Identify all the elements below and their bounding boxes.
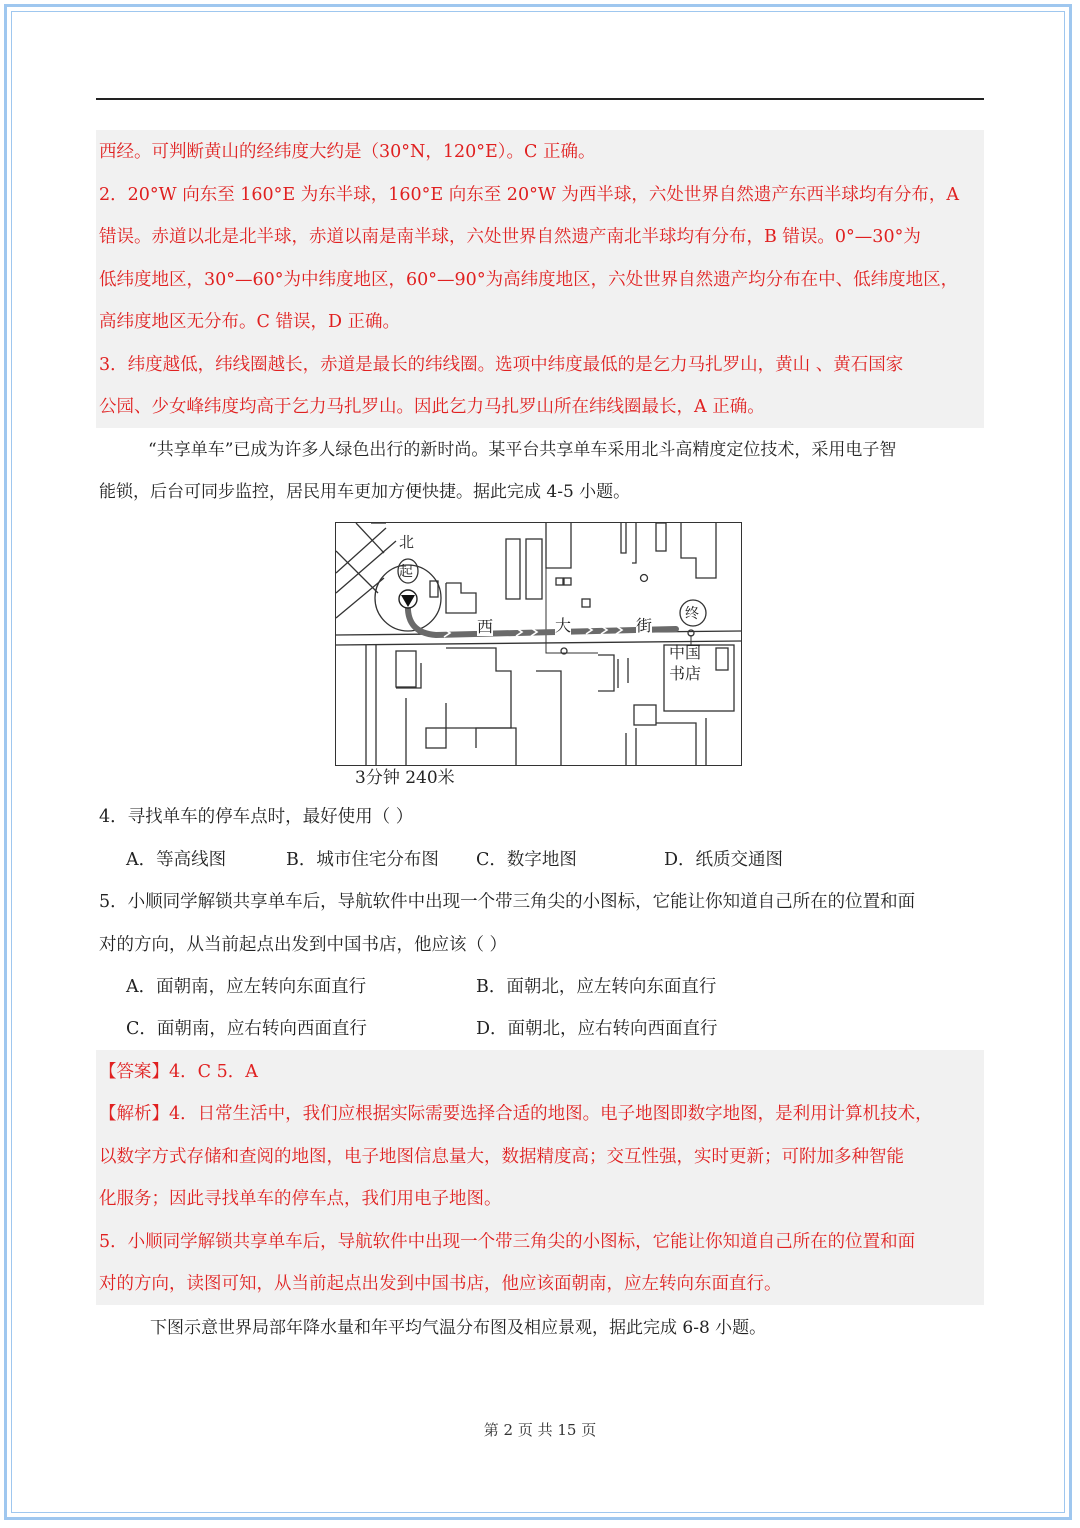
explanation-line: 高纬度地区无分布。C 错误，D 正确。	[99, 312, 401, 332]
question5-stem-line1: 5．小顺同学解锁共享单车后，导航软件中出现一个带三角尖的小图标，它能让你知道自己所在的位置和面	[99, 892, 916, 912]
page-footer: 第 2 页 共 15 页	[483, 1421, 597, 1439]
map-north-label: 北	[399, 533, 415, 551]
analysis-line: 5．小顺同学解锁共享单车后，导航软件中出现一个带三角尖的小图标，它能让你知道自己所在的位置和面	[99, 1232, 916, 1252]
intro-6-8-line: 下图示意世界局部年降水量和年平均气温分布图及相应景观，据此完成 6-8 小题。	[150, 1318, 767, 1338]
header-rule	[96, 98, 984, 100]
map-scale-caption: 3分钟 240米	[355, 768, 455, 788]
question5-option-a: A．面朝南，应左转向东面直行	[126, 977, 367, 997]
question5-option-b: B．面朝北，应左转向东面直行	[476, 977, 717, 997]
question4-option-b: B．城市住宅分布图	[286, 850, 439, 870]
question5-option-c: C．面朝南，应右转向西面直行	[126, 1019, 367, 1039]
explanation-line: 低纬度地区，30°—60°为中纬度地区，60°—90°为高纬度地区，六处世界自然遗产均分布在中、低纬度地区，	[99, 270, 959, 290]
analysis-line: 对的方向，读图可知，从当前起点出发到中国书店，他应该面朝南，应左转向东面直行。	[99, 1274, 782, 1294]
question4-option-d: D．纸质交通图	[664, 850, 784, 870]
analysis-line: 化服务；因此寻找单车的停车点，我们用电子地图。	[99, 1189, 502, 1209]
intro-4-5-line: “共享单车”已成为许多人绿色出行的新时尚。某平台共享单车采用北斗高精度定位技术，采用电子智	[148, 440, 897, 460]
analysis-line: 【解析】4．日常生活中，我们应根据实际需要选择合适的地图。电子地图即数字地图，是利用计算机技术，	[99, 1104, 933, 1124]
question4-option-a: A．等高线图	[126, 850, 227, 870]
explanation-line: 2．20°W 向东至 160°E 为东半球，160°E 向东至 20°W 为西半球，六处世界自然遗产东西半球均有分布，A	[99, 185, 960, 205]
map-bookstore-label-1: 中国	[669, 643, 702, 662]
map-street-char-xi: 西	[477, 617, 494, 636]
explanation-line: 西经。可判断黄山的经纬度大约是（30°N，120°E）。C 正确。	[99, 142, 596, 162]
explanation-line: 3．纬度越低，纬线圈越长，赤道是最长的纬线圈。选项中纬度最低的是乞力马扎罗山，黄山 、黄石国家	[99, 355, 904, 375]
question5-option-d: D．面朝北，应右转向西面直行	[476, 1019, 718, 1039]
explanation-top-block	[96, 130, 984, 428]
map-street-char-jie: 街	[636, 616, 653, 635]
analysis-line: 以数字方式存储和查阅的地图，电子地图信息量大，数据精度高；交互性强，实时更新；可附加多种智能	[99, 1147, 904, 1167]
map-end-label: 终	[685, 606, 699, 622]
explanation-line: 错误。赤道以北是北半球，赤道以南是南半球，六处世界自然遗产南北半球均有分布，B 错误。0°—30°为	[99, 227, 921, 247]
question4-stem: 4．寻找单车的停车点时，最好使用（ ）	[99, 807, 414, 827]
question5-stem-line2: 对的方向，从当前起点出发到中国书店，他应该（ ）	[99, 935, 508, 955]
answer-line: 【答案】4．C 5．A	[99, 1062, 258, 1082]
map-street-char-da: 大	[555, 616, 572, 635]
answer-block	[96, 1050, 984, 1305]
question4-option-c: C．数字地图	[476, 850, 577, 870]
explanation-line: 公园、少女峰纬度均高于乞力马扎罗山。因此乞力马扎罗山所在纬线圈最长，A 正确。	[99, 397, 765, 417]
intro-4-5-line: 能锁，后台可同步监控，居民用车更加方便快捷。据此完成 4-5 小题。	[99, 482, 631, 502]
navigation-map	[335, 522, 742, 766]
map-start-label: 起	[399, 564, 413, 580]
map-bookstore-label-2: 书店	[669, 664, 702, 683]
